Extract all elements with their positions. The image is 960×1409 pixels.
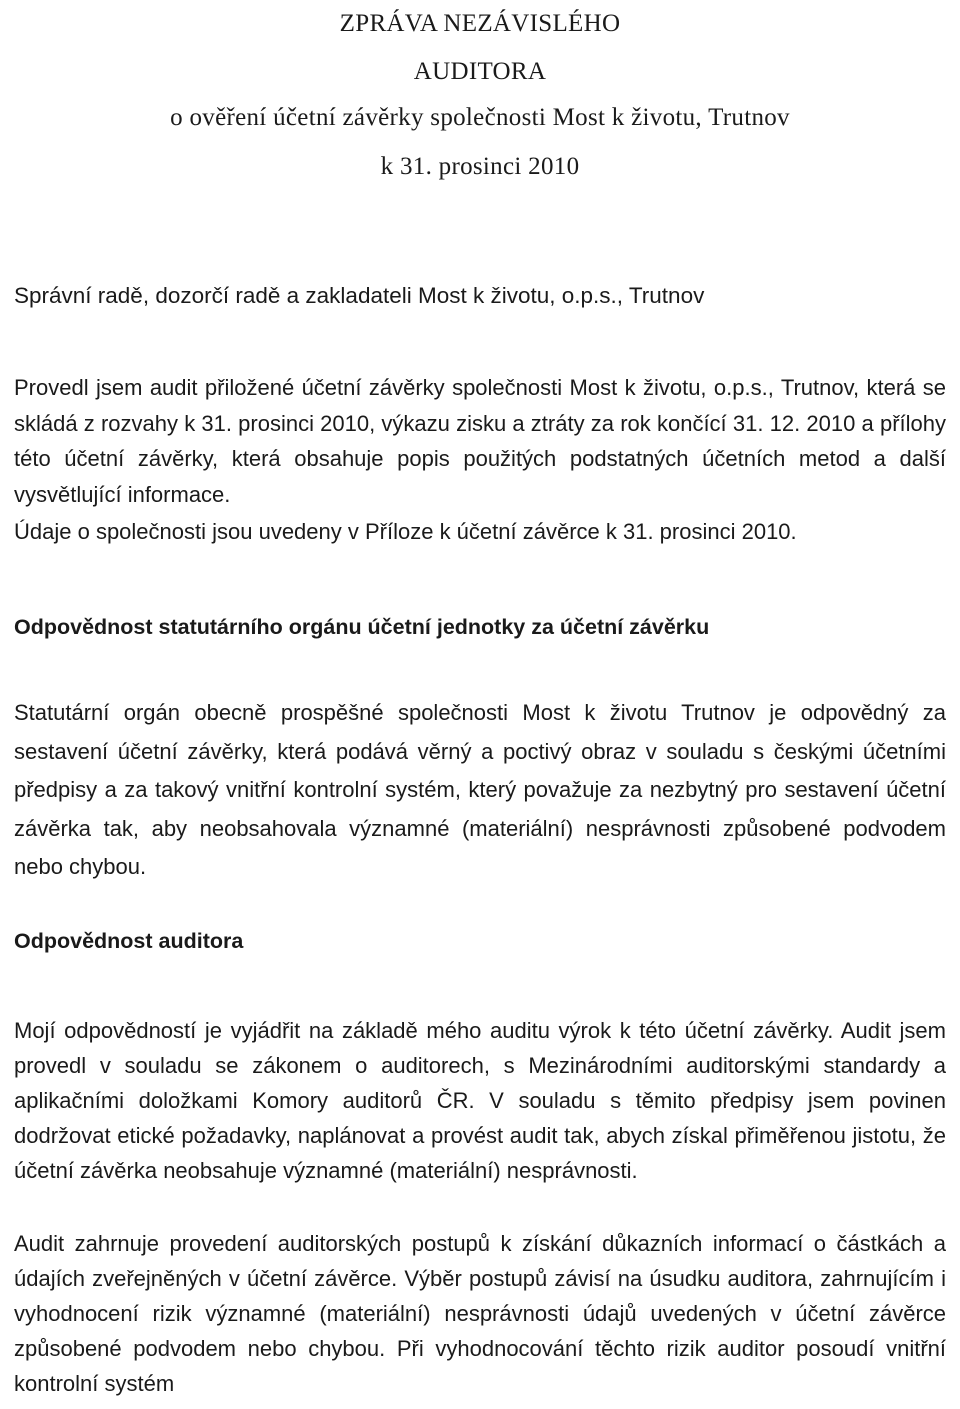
auditor-responsibility-heading: Odpovědnost auditora xyxy=(14,929,244,953)
intro-paragraph: Provedl jsem audit přiložené účetní závěrky společnosti Most k životu, o.p.s., Trutnov, která se skládá z rozvahy k 31. prosinci 2010, výkazu zisku a ztráty za rok končící 31. 12. 2010 a přílohy této účetní závěrky, která obsahuje popis použitých podstatných účetních metod a další vysvětlující informace. xyxy=(14,375,946,507)
statutory-responsibility-heading: Odpovědnost statutárního orgánu účetní jednotky za účetní závěrku xyxy=(14,615,710,639)
title-line-1: ZPRÁVA NEZÁVISLÉHO xyxy=(339,10,621,37)
addressee-line: Správní radě, dozorčí radě a zakladateli Most k životu, o.p.s., Trutnov xyxy=(14,283,705,308)
title-line-3: o ověření účetní závěrky společnosti Most k životu, Trutnov xyxy=(170,104,790,131)
auditor-responsibility-paragraph-1: Mojí odpovědností je vyjádřit na základě mého auditu výrok k této účetní závěrky. Audit jsem provedl v souladu se zákonem o auditorech, s Mezinárodními auditorskými standardy a aplikačními doložkami Komory auditorů ČR. V souladu s těmito předpisy jsem povinen dodržovat etické požadavky, naplánovat a provést audit tak, abych získal přiměřenou jistotu, že účetní závěrka neobsahuje významné (materiální) nesprávnosti. xyxy=(14,1018,946,1183)
auditor-responsibility-paragraph-2: Audit zahrnuje provedení auditorských postupů k získání důkazních informací o částkách a údajích zveřejněných v účetní závěrce. Výběr postupů závisí na úsudku auditora, zahrnujícím i vyhodnocení rizik významné (materiální) nesprávnosti údajů uvedených v účetní závěrce způsobené podvodem nebo chybou. Při vyhodnocování těchto rizik auditor posoudí vnitřní kontrolní systém xyxy=(14,1231,946,1396)
statutory-responsibility-paragraph: Statutární orgán obecně prospěšné společnosti Most k životu Trutnov je odpovědný za sestavení účetní závěrky, která podává věrný a poctivý obraz v souladu s českými účetními předpisy a za takový vnitřní kontrolní systém, který považuje za nezbytný pro sestavení účetní závěrka tak, aby neobsahovala významné (materiální) nesprávnosti způsobené podvodem nebo chybou. xyxy=(14,700,946,879)
title-line-2: AUDITORA xyxy=(413,58,547,85)
company-info-note: Údaje o společnosti jsou uvedeny v Příloze k účetní závěrce k 31. prosinci 2010. xyxy=(14,519,797,544)
title-line-4: k 31. prosinci 2010 xyxy=(380,153,580,180)
report-title xyxy=(0,6,960,196)
